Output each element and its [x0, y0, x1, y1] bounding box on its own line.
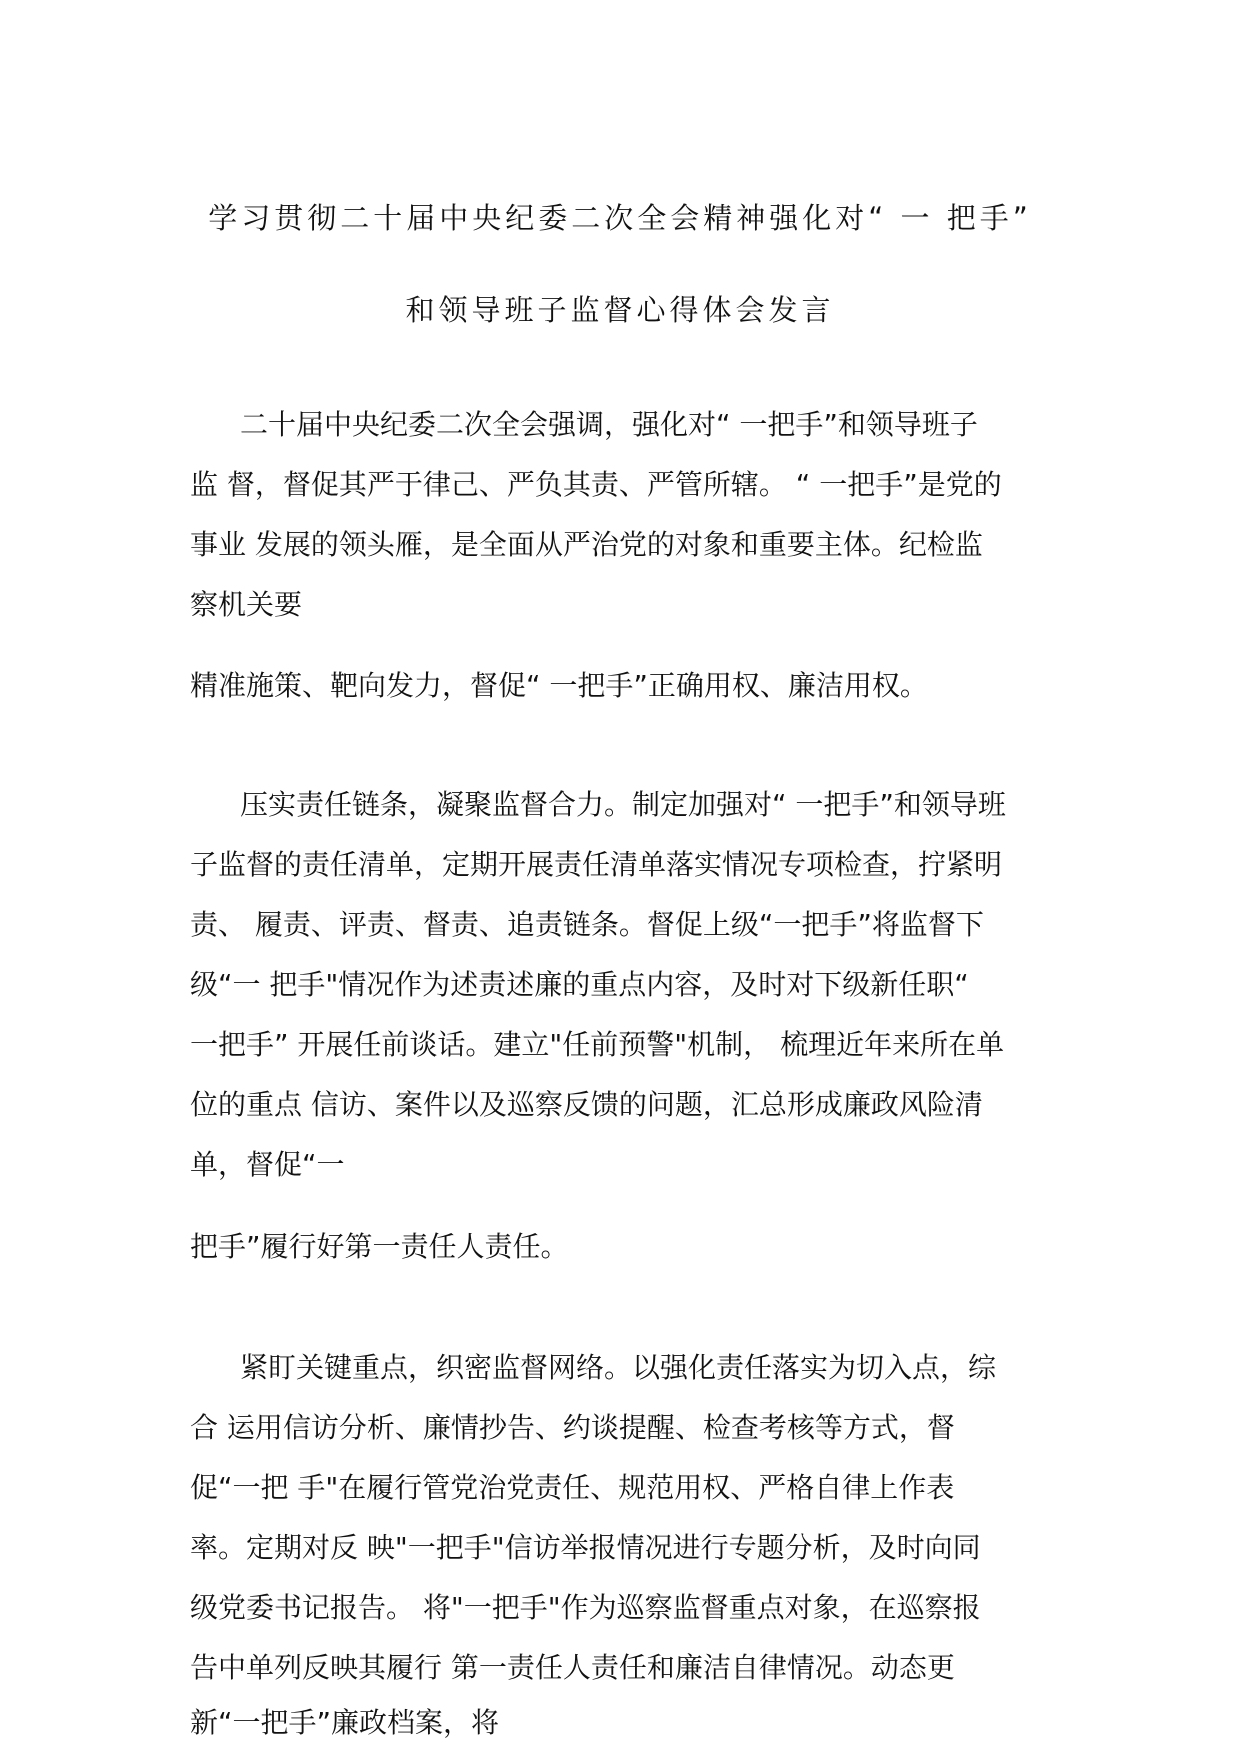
paragraph-line: 级党委书记报告。 将"一把手"作为巡察监督重点对象，在巡察报	[190, 1591, 981, 1624]
paragraph-line: 压实责任链条，凝聚监督合力。制定加强对“ 一把手”和领导班	[240, 788, 1006, 821]
paragraph-line: 责、 履责、评责、督责、追责链条。督促上级“一把手”将监督下	[190, 908, 984, 941]
document-title-line-2: 和领导班子监督心得体会发言	[405, 293, 835, 327]
paragraph-line: 监 督，督促其严于律己、严负其责、严管所辖。 “ 一把手”是党的	[190, 468, 1002, 501]
paragraph-line: 一把手” 开展任前谈话。建立"任前预警"机制， 梳理近年来所在单	[190, 1028, 1005, 1061]
paragraph-line: 子监督的责任清单，定期开展责任清单落实情况专项检查，拧紧明	[190, 848, 1003, 881]
paragraph-line: 单，督促“一	[190, 1148, 345, 1181]
paragraph-line: 促“一把 手"在履行管党治党责任、规范用权、严格自律上作表	[190, 1471, 955, 1504]
paragraph-line: 精准施策、靶向发力，督促“ 一把手”正确用权、廉洁用权。	[190, 669, 928, 702]
paragraph-line: 紧盯关键重点，织密监督网络。以强化责任落实为切入点，综	[240, 1351, 997, 1384]
paragraph-line: 位的重点 信访、案件以及巡察反馈的问题，汇总形成廉政风险清	[190, 1088, 983, 1121]
paragraph-line: 事业 发展的领头雁，是全面从严治党的对象和重要主体。纪检监	[190, 528, 983, 561]
paragraph-line: 级“一 把手"情况作为述责述廉的重点内容，及时对下级新任职“	[190, 968, 969, 1001]
paragraph-line: 率。定期对反 映"一把手"信访举报情况进行专题分析，及时向同	[190, 1531, 981, 1564]
paragraph-line: 二十届中央纪委二次全会强调，强化对“ 一把手”和领导班子	[240, 408, 978, 441]
paragraph-line: 告中单列反映其履行 第一责任人责任和廉洁自律情况。动态更	[190, 1651, 955, 1684]
document-title-line-1: 学习贯彻二十届中央纪委二次全会精神强化对“ 一 把手”	[208, 201, 1032, 235]
paragraph-line: 合 运用信访分析、廉情抄告、约谈提醒、检查考核等方式，督	[190, 1411, 955, 1444]
paragraph-line: 察机关要	[190, 588, 303, 621]
paragraph-line: 把手”履行好第一责任人责任。	[190, 1230, 569, 1263]
paragraph-line: 新“一把手”廉政档案，将	[190, 1706, 500, 1739]
